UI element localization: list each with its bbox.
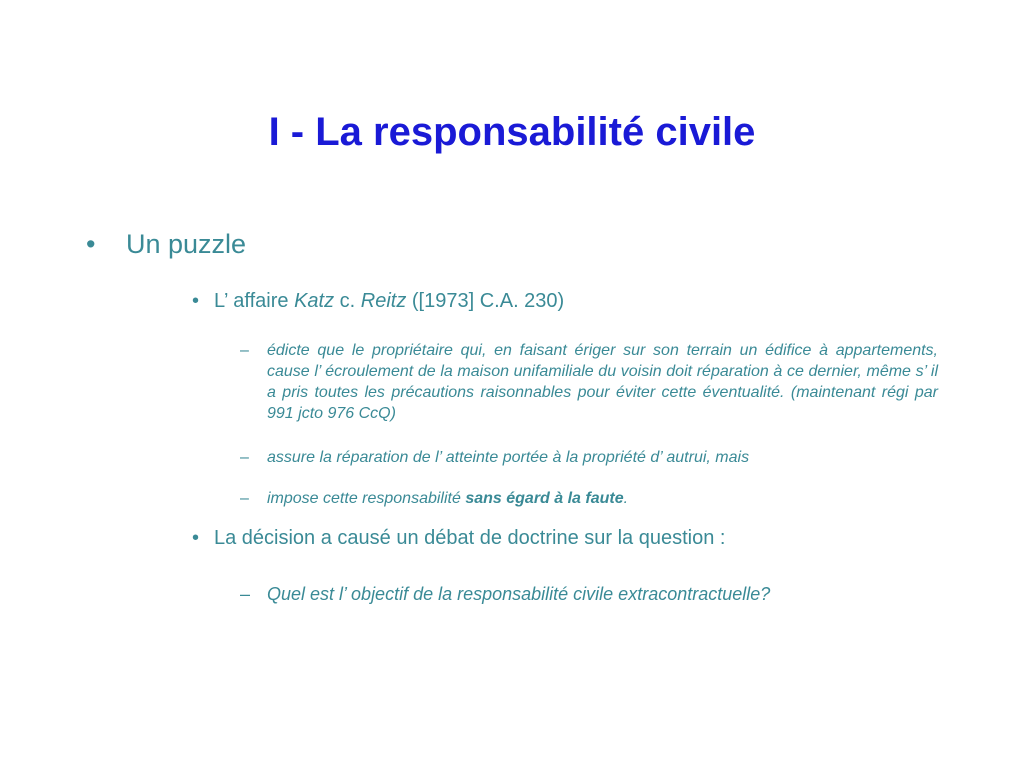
impose-suffix: . [623, 490, 629, 507]
sub-bullet-glyph: • [192, 527, 200, 549]
sub-bullet-decision-text: La décision a causé un débat de doctrine sur la question : [214, 527, 726, 549]
bullet-glyph: • [86, 229, 96, 259]
bullet-un-puzzle [86, 226, 246, 262]
sub-bullet-decision [192, 525, 725, 551]
dash-glyph: – [240, 490, 249, 507]
case-party-katz: Katz [294, 290, 335, 312]
dash-item-assure [240, 447, 938, 468]
dash-glyph: – [240, 449, 249, 466]
sub-bullet-affaire-katz [192, 288, 564, 314]
affaire-citation: ([1973] C.A. 230) [406, 290, 565, 312]
sub-bullet-glyph: • [192, 290, 200, 312]
case-party-reitz: Reitz [360, 290, 407, 312]
dash-item-edicte [240, 340, 938, 424]
affaire-mid: c. [334, 290, 361, 312]
dash-glyph: – [240, 584, 251, 604]
dash-item-question [240, 582, 938, 606]
sans-egard-emphasis: sans égard à la faute [465, 490, 624, 507]
dash-item-question-text: Quel est l’ objectif de la responsabilité civile extracontractuelle? [267, 584, 771, 604]
affaire-prefix: L’ affaire [214, 290, 295, 312]
dash-glyph: – [240, 342, 249, 359]
slide-title: I - La responsabilité civile [268, 110, 756, 154]
impose-prefix: impose cette responsabilité [267, 490, 466, 507]
dash-item-assure-text: assure la réparation de l’ atteinte portée à la propriété d’ autrui, mais [267, 449, 750, 466]
dash-item-impose-text [267, 488, 938, 509]
bullet-un-puzzle-text: Un puzzle [126, 229, 247, 259]
dash-item-edicte-text: édicte que le propriétaire qui, en faisant ériger sur son terrain un édifice à appartements, cause l’ écroulement de la maison unifamiliale du voisin doit réparation à ce dernier, même s’ il a pris toutes les précautions raisonnables pour éviter cette éventualité. (maintenant régi par 991 jcto 976 CcQ) [267, 342, 938, 422]
dash-item-impose [240, 488, 938, 509]
